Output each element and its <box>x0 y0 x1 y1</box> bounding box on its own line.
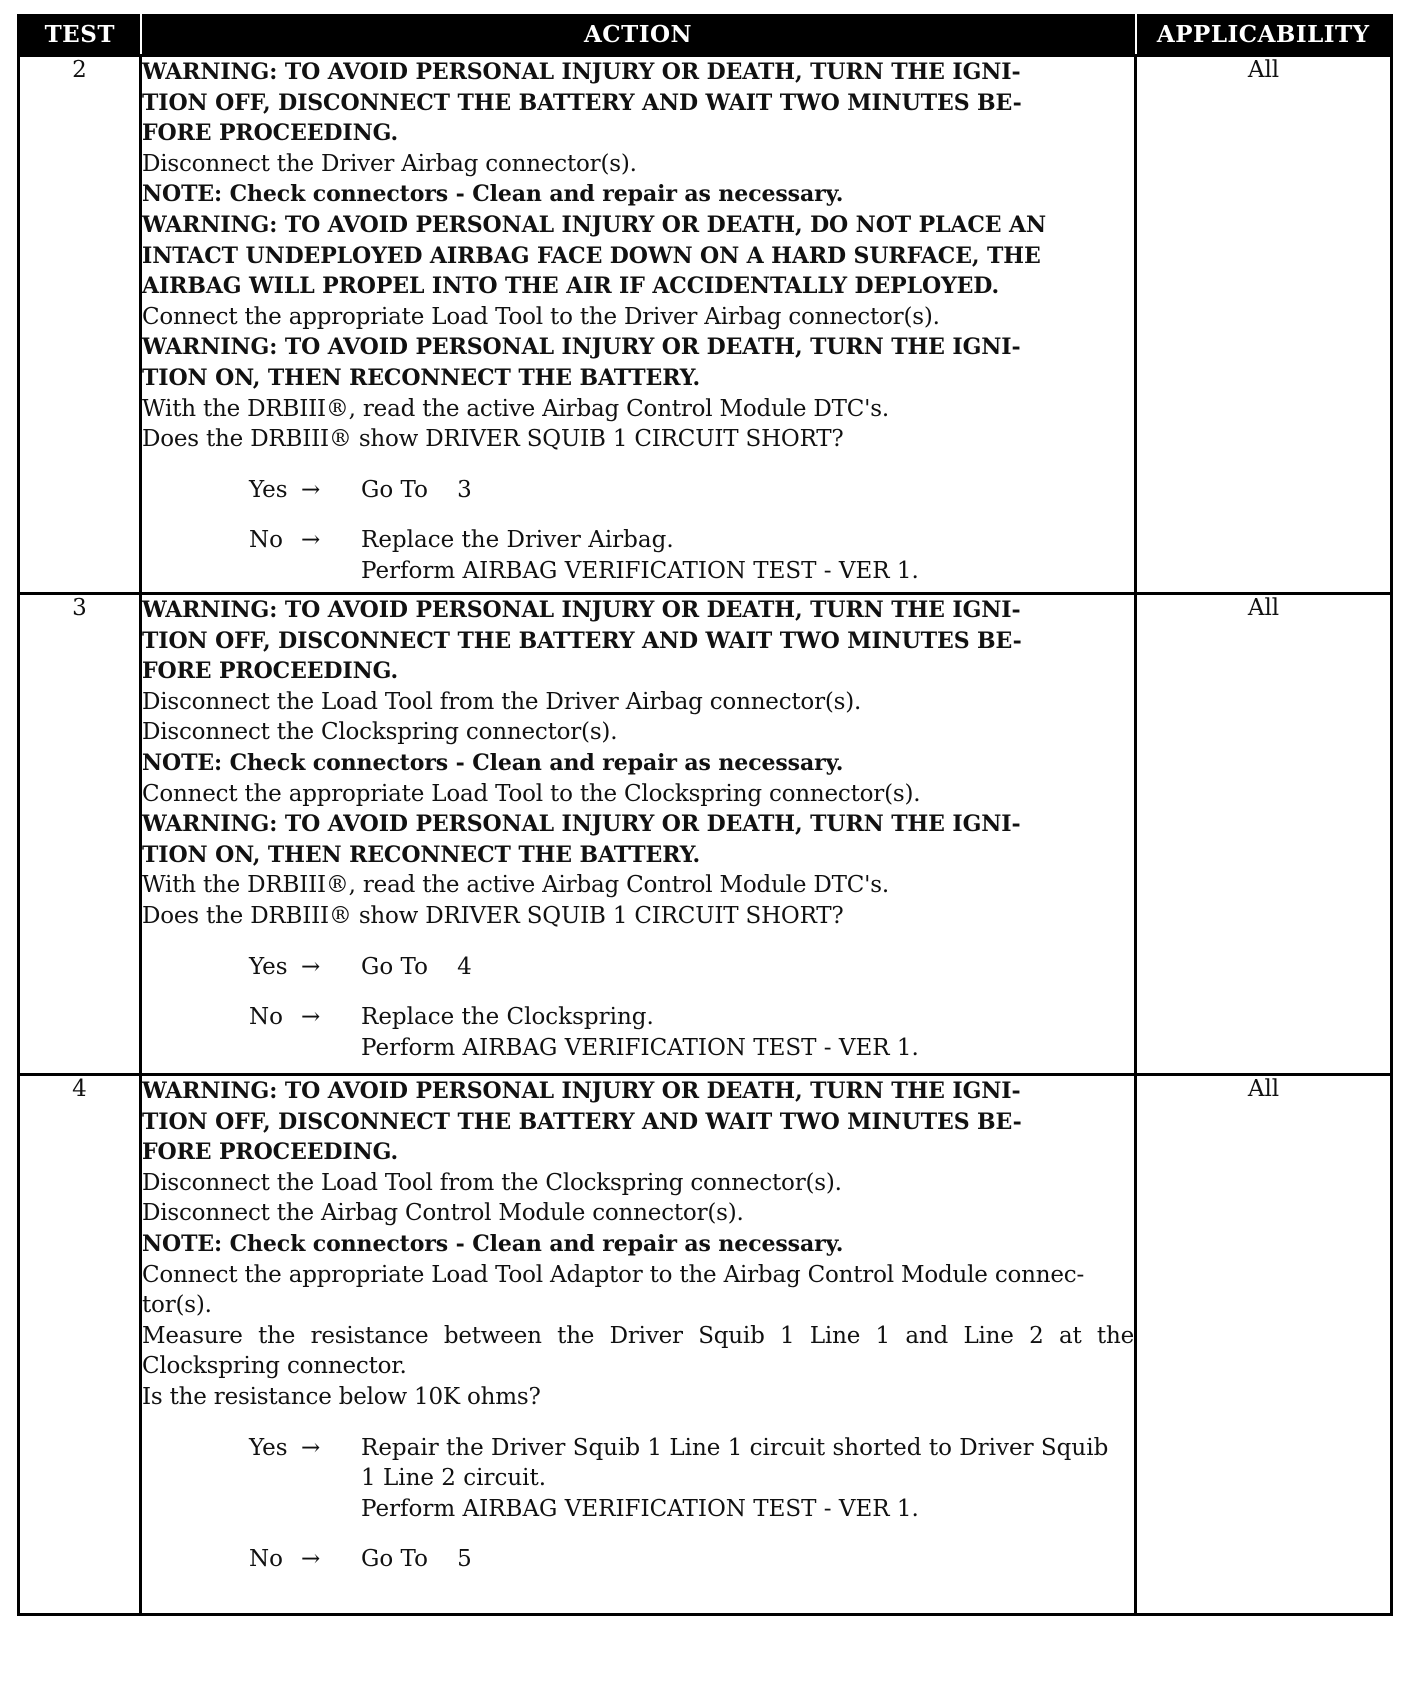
warning-text: TION OFF, DISCONNECT THE BATTERY AND WAIT TWO MINUTES BE- <box>142 89 1022 116</box>
test-number: 3 <box>19 594 141 1075</box>
arrow-icon: → <box>301 476 321 503</box>
arrow-icon: → <box>301 1546 321 1573</box>
instruction-text: Connect the appropriate Load Tool to the Driver Airbag connector(s). <box>142 303 940 330</box>
no-label: No <box>249 1546 283 1573</box>
yes-branch <box>249 1433 1134 1525</box>
note-text: NOTE: Check connectors - Clean and repair as necessary. <box>142 749 844 776</box>
arrow-icon: → <box>301 953 321 980</box>
yes-label: Yes <box>249 1434 288 1461</box>
test-number: 4 <box>19 1075 141 1615</box>
action-cell <box>141 56 1136 594</box>
test-row-2 <box>19 56 1392 594</box>
arrow-icon: → <box>301 527 321 554</box>
yes-label: Yes <box>249 476 288 503</box>
yes-label: Yes <box>249 953 288 980</box>
instruction-text: tor(s). <box>142 1292 212 1319</box>
applicability-value: All <box>1136 56 1392 594</box>
question-text: Is the resistance below 10K ohms? <box>142 1383 541 1410</box>
instruction-text: Connect the appropriate Load Tool to the Clockspring connector(s). <box>142 780 921 807</box>
document-page <box>17 14 1390 1616</box>
warning-text: TION ON, THEN RECONNECT THE BATTERY. <box>142 364 701 391</box>
arrow-icon: → <box>301 1434 321 1461</box>
yes-branch <box>249 952 1134 983</box>
instruction-text: Disconnect the Clockspring connector(s). <box>142 719 618 746</box>
table-header-row <box>19 14 1392 56</box>
warning-text: FORE PROCEEDING. <box>142 120 399 147</box>
no-label: No <box>249 1004 283 1031</box>
header-action: ACTION <box>141 14 1136 56</box>
no-label: No <box>249 527 283 554</box>
warning-text: FORE PROCEEDING. <box>142 1139 399 1166</box>
warning-text: TION OFF, DISCONNECT THE BATTERY AND WAIT TWO MINUTES BE- <box>142 1108 1022 1135</box>
instruction-text: Disconnect the Driver Airbag connector(s). <box>142 150 637 177</box>
warning-text: WARNING: TO AVOID PERSONAL INJURY OR DEATH, DO NOT PLACE AN <box>142 211 1046 238</box>
no-branch <box>249 1544 1134 1575</box>
warning-text: TION OFF, DISCONNECT THE BATTERY AND WAIT TWO MINUTES BE- <box>142 627 1022 654</box>
warning-text: WARNING: TO AVOID PERSONAL INJURY OR DEATH, TURN THE IGNI- <box>142 597 1021 623</box>
no-result: Replace the Driver Airbag. Perform AIRBAG VERIFICATION TEST - VER 1. <box>361 527 919 584</box>
warning-text: WARNING: TO AVOID PERSONAL INJURY OR DEATH, TURN THE IGNI- <box>142 334 1021 361</box>
test-number: 2 <box>19 56 141 594</box>
yes-result: Go To 4 <box>361 953 472 980</box>
test-row-4 <box>19 1075 1392 1615</box>
header-applicability: APPLICABILITY <box>1136 14 1392 56</box>
instruction-text: Disconnect the Load Tool from the Driver Airbag connector(s). <box>142 688 862 715</box>
no-result: Replace the Clockspring. Perform AIRBAG VERIFICATION TEST - VER 1. <box>361 1004 919 1061</box>
warning-text: TION ON, THEN RECONNECT THE BATTERY. <box>142 841 701 868</box>
yes-result: Repair the Driver Squib 1 Line 1 circuit shorted to Driver Squib 1 Line 2 circuit. Perform AIRBAG VERIFICATION TEST - VER 1. <box>361 1434 1109 1522</box>
action-cell <box>141 1075 1136 1615</box>
warning-text: INTACT UNDEPLOYED AIRBAG FACE DOWN ON A HARD SURFACE, THE <box>142 242 1041 269</box>
applicability-value: All <box>1136 594 1392 1075</box>
instruction-text: Disconnect the Airbag Control Module connector(s). <box>142 1200 744 1227</box>
warning-text: WARNING: TO AVOID PERSONAL INJURY OR DEATH, TURN THE IGNI- <box>142 811 1021 838</box>
question-text: Does the DRBIII® show DRIVER SQUIB 1 CIRCUIT SHORT? <box>142 426 844 453</box>
applicability-value: All <box>1136 1075 1392 1615</box>
instruction-text: Disconnect the Load Tool from the Clockspring connector(s). <box>142 1169 842 1196</box>
warning-text: FORE PROCEEDING. <box>142 658 399 685</box>
diagnostic-test-table <box>17 14 1393 1616</box>
no-branch <box>249 1002 1134 1063</box>
yes-branch <box>249 475 1134 506</box>
instruction-text: Clockspring connector. <box>142 1353 407 1380</box>
warning-text: WARNING: TO AVOID PERSONAL INJURY OR DEATH, TURN THE IGNI- <box>142 59 1021 85</box>
yes-result: Go To 3 <box>361 476 472 503</box>
header-test: TEST <box>19 14 141 56</box>
instruction-text: Connect the appropriate Load Tool Adaptor to the Airbag Control Module connec- <box>142 1261 1085 1288</box>
action-cell <box>141 594 1136 1075</box>
test-row-3 <box>19 594 1392 1075</box>
instruction-text: Measure the resistance between the Driver Squib 1 Line 1 and Line 2 at the <box>142 1322 1134 1349</box>
instruction-text: With the DRBIII®, read the active Airbag Control Module DTC's. <box>142 395 889 422</box>
warning-text: AIRBAG WILL PROPEL INTO THE AIR IF ACCIDENTALLY DEPLOYED. <box>142 273 1000 300</box>
note-text: NOTE: Check connectors - Clean and repair as necessary. <box>142 181 844 208</box>
note-text: NOTE: Check connectors - Clean and repair as necessary. <box>142 1230 844 1257</box>
question-text: Does the DRBIII® show DRIVER SQUIB 1 CIRCUIT SHORT? <box>142 902 844 929</box>
no-result: Go To 5 <box>361 1546 472 1573</box>
instruction-text: With the DRBIII®, read the active Airbag Control Module DTC's. <box>142 872 889 899</box>
arrow-icon: → <box>301 1004 321 1031</box>
warning-text: WARNING: TO AVOID PERSONAL INJURY OR DEATH, TURN THE IGNI- <box>142 1078 1021 1104</box>
no-branch <box>249 525 1134 586</box>
